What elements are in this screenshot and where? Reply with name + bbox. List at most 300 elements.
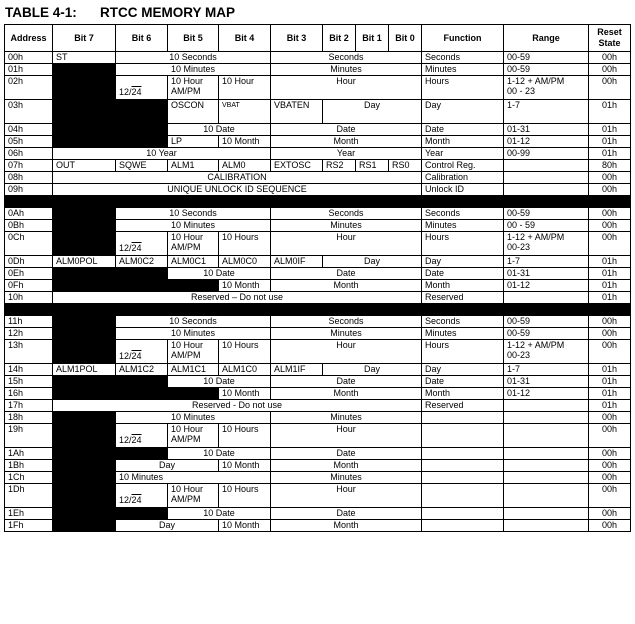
field-10-hour: 10 Hour [171,484,204,494]
unimplemented-bit [53,472,116,484]
function-cell [422,448,504,460]
address-cell: 1Ah [5,448,53,460]
address-cell: 02h [5,76,53,100]
field-date: Date [271,376,422,388]
table-row [5,100,631,124]
field-10-month: 10 Month [219,136,271,148]
field-10-date: 10 Date [168,448,271,460]
table-row [5,376,631,388]
section-divider [5,196,631,208]
field-10-date: 10 Date [168,268,271,280]
unimplemented-bit [53,484,116,508]
range-hours-24: 00 - 23 [507,86,536,96]
header-bit0: Bit 0 [389,25,422,52]
bit-rs0: RS0 [389,160,422,172]
function-cell [422,508,504,520]
bit-rs2: RS2 [323,160,356,172]
reset-cell: 01h [589,256,631,268]
bit-rs1: RS1 [356,160,389,172]
field-10-minutes: 10 Minutes [116,220,271,232]
field-10-date: 10 Date [168,376,271,388]
unimplemented-bit [53,448,168,460]
function-cell: Unlock ID [422,184,504,196]
address-cell: 08h [5,172,53,184]
field-10-hour-ampm [168,76,219,100]
function-cell: Minutes [422,328,504,340]
address-cell: 15h [5,376,53,388]
address-cell: 16h [5,388,53,400]
unimplemented-bit [53,136,168,148]
bit-sqwe: SQWE [116,160,168,172]
function-cell [422,460,504,472]
table-row [5,232,631,256]
unimplemented-bit [53,316,116,328]
function-cell: Minutes [422,220,504,232]
table-number: TABLE 4-1: [5,5,77,20]
address-cell: 1Bh [5,460,53,472]
reset-cell: 01h [589,388,631,400]
range-cell [504,448,589,460]
unimplemented-bit [53,376,168,388]
unimplemented-bit [53,268,168,280]
function-cell: Seconds [422,52,504,64]
unimplemented-bit [53,508,168,520]
range-cell: 00-59 [504,52,589,64]
address-cell: 00h [5,52,53,64]
unimplemented-bit [53,220,116,232]
range-cell [504,424,589,448]
field-day: Day [323,364,422,376]
reset-cell: 00h [589,412,631,424]
reset-cell: 00h [589,508,631,520]
field-unlock-id: UNIQUE UNLOCK ID SEQUENCE [53,184,422,196]
range-cell: 00 - 59 [504,220,589,232]
header-reset-line2: State [598,38,621,48]
unimplemented-bit [53,64,116,76]
reset-cell: 00h [589,448,631,460]
function-cell: Day [422,256,504,268]
unimplemented-bit [53,232,116,256]
table-row [5,52,631,64]
field-month: Month [271,280,422,292]
field-10-hours: 10 Hours [219,340,271,364]
address-cell: 11h [5,316,53,328]
range-cell: 01-31 [504,124,589,136]
address-cell: 0Fh [5,280,53,292]
field-10-hour: 10 Hour [219,76,271,100]
range-cell: 01-12 [504,280,589,292]
reset-cell: 00h [589,424,631,448]
function-cell [422,412,504,424]
function-cell: Minutes [422,64,504,76]
range-cell: 01-31 [504,268,589,280]
field-10-hour-ampm [168,424,219,448]
address-cell: 09h [5,184,53,196]
range-cell: 00-99 [504,148,589,160]
function-cell: Day [422,364,504,376]
address-cell: 03h [5,100,53,124]
bit-vbat: VBAT [219,100,271,124]
table-row [5,388,631,400]
reset-cell: 01h [589,148,631,160]
field-12-label: 12/ [119,87,132,97]
bit-alm0pol: ALM0POL [53,256,116,268]
field-reserved: Reserved - Do not use [53,400,422,412]
table-row [5,208,631,220]
unimplemented-bit [53,520,116,532]
function-cell: Year [422,148,504,160]
bit-alm0: ALM0 [219,160,271,172]
field-24-label: 24 [131,495,142,505]
function-cell: Date [422,376,504,388]
range-cell: 1-7 [504,256,589,268]
range-cell [504,232,589,256]
field-24-label: 24 [131,351,142,361]
address-cell: 0Ah [5,208,53,220]
reset-cell: 00h [589,220,631,232]
header-bit6: Bit 6 [116,25,168,52]
field-10-seconds: 10 Seconds [116,316,271,328]
unimplemented-bit [53,328,116,340]
field-ampm: AM/PM [171,350,201,360]
table-row [5,520,631,532]
range-hours-24: 00-23 [507,350,531,360]
bit-alm0if: ALM0IF [271,256,323,268]
function-cell: Date [422,124,504,136]
header-bit7: Bit 7 [53,25,116,52]
range-cell [504,76,589,100]
range-cell [504,484,589,508]
address-cell: 07h [5,160,53,172]
field-24-label: 24 [131,87,142,97]
function-cell [422,424,504,448]
unimplemented-bit [53,100,168,124]
bit-alm1: ALM1 [168,160,219,172]
reset-cell: 00h [589,472,631,484]
address-cell: 0Dh [5,256,53,268]
function-cell [422,472,504,484]
bit-vbaten: VBATEN [271,100,323,124]
field-10-year: 10 Year [53,148,271,160]
function-cell: Calibration [422,172,504,184]
header-bit1: Bit 1 [356,25,389,52]
field-minutes: Minutes [271,412,422,424]
range-cell [504,340,589,364]
range-cell [504,520,589,532]
table-row [5,472,631,484]
header-reset-state [589,25,631,52]
address-cell: 0Bh [5,220,53,232]
unimplemented-bit [53,208,116,220]
range-hours-12: 1-12 + AM/PM [507,340,565,350]
field-10-seconds: 10 Seconds [116,208,271,220]
table-row [5,400,631,412]
field-day: Day [323,100,422,124]
address-cell: 0Ch [5,232,53,256]
field-10-minutes: 10 Minutes [116,472,271,484]
table-row [5,508,631,520]
function-cell: Reserved [422,292,504,304]
field-10-minutes: 10 Minutes [116,412,271,424]
range-cell [504,184,589,196]
function-cell: Seconds [422,208,504,220]
reset-cell: 00h [589,76,631,100]
address-cell: 13h [5,340,53,364]
table-row [5,268,631,280]
reset-cell: 00h [589,184,631,196]
field-10-date: 10 Date [168,124,271,136]
reset-cell: 00h [589,340,631,364]
field-12-24 [116,340,168,364]
field-seconds: Seconds [271,52,422,64]
bit-alm0c2: ALM0C2 [116,256,168,268]
header-bit5: Bit 5 [168,25,219,52]
bit-oscon: OSCON [168,100,219,124]
bit-extosc: EXTOSC [271,160,323,172]
reset-cell: 01h [589,136,631,148]
function-cell: Day [422,100,504,124]
reset-cell: 01h [589,280,631,292]
field-12-label: 12/ [119,243,132,253]
field-date: Date [271,508,422,520]
range-cell [504,412,589,424]
range-hours-12: 1-12 + AM/PM [507,76,565,86]
range-cell [504,172,589,184]
table-row [5,124,631,136]
table-row [5,460,631,472]
function-cell: Month [422,280,504,292]
function-cell: Month [422,136,504,148]
address-cell: 1Ch [5,472,53,484]
reset-cell: 00h [589,316,631,328]
field-10-minutes: 10 Minutes [116,328,271,340]
table-row [5,316,631,328]
field-10-hours: 10 Hours [219,484,271,508]
field-month: Month [271,460,422,472]
address-cell: 14h [5,364,53,376]
unimplemented-bit [53,124,168,136]
function-cell [422,484,504,508]
header-row [5,25,631,52]
field-minutes: Minutes [271,64,422,76]
table-row [5,364,631,376]
address-cell: 18h [5,412,53,424]
function-cell: Month [422,388,504,400]
field-day: Day [323,256,422,268]
field-10-month: 10 Month [219,388,271,400]
field-10-minutes: 10 Minutes [116,64,271,76]
unimplemented-bit [53,76,116,100]
header-function: Function [422,25,504,52]
table-row [5,160,631,172]
range-cell: 01-12 [504,136,589,148]
address-cell: 06h [5,148,53,160]
field-24-label: 24 [131,435,142,445]
field-month: Month [271,136,422,148]
function-cell: Date [422,268,504,280]
field-minutes: Minutes [271,328,422,340]
field-10-hour: 10 Hour [171,232,204,242]
field-day: Day [116,520,219,532]
reset-cell: 00h [589,460,631,472]
field-10-hour-ampm [168,340,219,364]
field-12-label: 12/ [119,495,132,505]
field-month: Month [271,520,422,532]
field-year: Year [271,148,422,160]
field-calibration: CALIBRATION [53,172,422,184]
field-10-hours: 10 Hours [219,424,271,448]
divider-bar [5,304,631,316]
bit-out: OUT [53,160,116,172]
unimplemented-bit [53,340,116,364]
field-10-hour-ampm [168,484,219,508]
field-12-label: 12/ [119,351,132,361]
unimplemented-bit [53,460,116,472]
unimplemented-bit [53,280,219,292]
field-12-label: 12/ [119,435,132,445]
range-cell [504,292,589,304]
table-row [5,328,631,340]
header-bit2: Bit 2 [323,25,356,52]
bit-alm1c2: ALM1C2 [116,364,168,376]
table-row [5,220,631,232]
header-address: Address [5,25,53,52]
table-row [5,424,631,448]
bit-st: ST [53,52,116,64]
address-cell: 1Fh [5,520,53,532]
unimplemented-bit [53,412,116,424]
reset-cell: 01h [589,376,631,388]
field-10-month: 10 Month [219,280,271,292]
field-10-hour: 10 Hour [171,76,204,86]
table-caption [5,5,235,20]
table-row [5,148,631,160]
table-row [5,340,631,364]
field-hour: Hour [271,424,422,448]
address-cell: 12h [5,328,53,340]
field-10-seconds: 10 Seconds [116,52,271,64]
table-row [5,256,631,268]
reset-cell: 01h [589,292,631,304]
table-row [5,484,631,508]
reset-cell: 80h [589,160,631,172]
address-cell: 04h [5,124,53,136]
reset-cell: 00h [589,52,631,64]
unimplemented-bit [53,388,219,400]
field-10-date: 10 Date [168,508,271,520]
table-row [5,292,631,304]
table-row [5,172,631,184]
field-10-month: 10 Month [219,520,271,532]
function-cell: Hours [422,232,504,256]
reset-cell: 00h [589,64,631,76]
reset-cell: 01h [589,364,631,376]
unimplemented-bit [53,424,116,448]
field-date: Date [271,448,422,460]
range-cell: 00-59 [504,316,589,328]
bit-alm0c0: ALM0C0 [219,256,271,268]
field-hour: Hour [271,340,422,364]
divider-bar [5,196,631,208]
bit-alm1if: ALM1IF [271,364,323,376]
range-cell: 1-7 [504,100,589,124]
bit-alm0c1: ALM0C1 [168,256,219,268]
range-cell: 00-59 [504,328,589,340]
field-ampm: AM/PM [171,434,201,444]
table-row [5,136,631,148]
field-month: Month [271,388,422,400]
header-bit3: Bit 3 [271,25,323,52]
reset-cell: 00h [589,328,631,340]
table-title: RTCC MEMORY MAP [100,5,235,20]
range-cell: 01-12 [504,388,589,400]
field-10-hour: 10 Hour [171,424,204,434]
field-minutes: Minutes [271,220,422,232]
address-cell: 1Dh [5,484,53,508]
reset-cell: 00h [589,520,631,532]
bit-alm1pol: ALM1POL [53,364,116,376]
range-cell [504,160,589,172]
address-cell: 01h [5,64,53,76]
address-cell: 19h [5,424,53,448]
function-cell: Hours [422,76,504,100]
table-row [5,76,631,100]
field-date: Date [271,124,422,136]
function-cell: Reserved [422,400,504,412]
field-10-hours: 10 Hours [219,232,271,256]
range-cell: 01-31 [504,376,589,388]
reset-cell: 00h [589,484,631,508]
field-hour: Hour [271,76,422,100]
table-row [5,64,631,76]
field-10-month: 10 Month [219,460,271,472]
field-day: Day [116,460,219,472]
rtcc-memory-map-table [4,24,631,532]
field-10-hour-ampm [168,232,219,256]
function-cell [422,520,504,532]
field-24-label: 24 [131,243,142,253]
field-12-24 [116,232,168,256]
field-hour: Hour [271,232,422,256]
field-seconds: Seconds [271,208,422,220]
reset-cell: 00h [589,172,631,184]
field-ampm: AM/PM [171,242,201,252]
header-reset-line1: Reset [597,27,622,37]
field-12-24 [116,76,168,100]
function-cell: Hours [422,340,504,364]
table-row [5,280,631,292]
range-cell: 1-7 [504,364,589,376]
field-date: Date [271,268,422,280]
range-cell [504,460,589,472]
table-row [5,448,631,460]
table-row [5,184,631,196]
range-cell: 00-59 [504,208,589,220]
range-hours-24: 00-23 [507,242,531,252]
section-divider [5,304,631,316]
range-cell [504,400,589,412]
reset-cell: 00h [589,232,631,256]
reset-cell: 01h [589,400,631,412]
table-row [5,412,631,424]
bit-alm1c0: ALM1C0 [219,364,271,376]
field-seconds: Seconds [271,316,422,328]
field-10-hour: 10 Hour [171,340,204,350]
field-ampm: AM/PM [171,494,201,504]
range-cell [504,472,589,484]
header-bit4: Bit 4 [219,25,271,52]
bit-alm1c1: ALM1C1 [168,364,219,376]
